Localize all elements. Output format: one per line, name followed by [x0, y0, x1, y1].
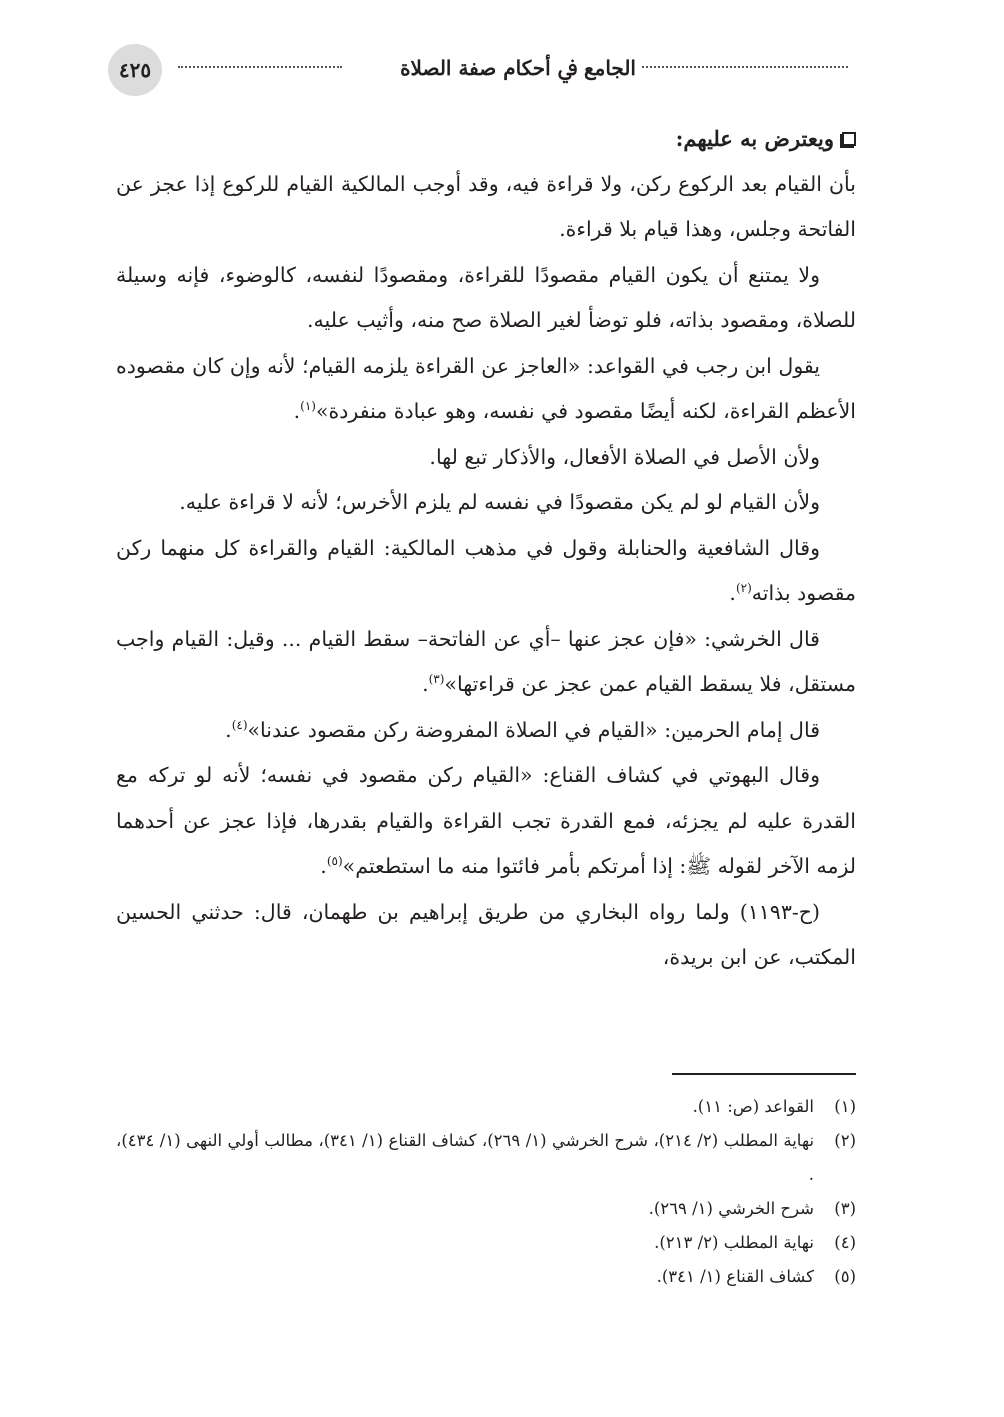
footnote-number: (٤) — [834, 1233, 856, 1252]
footnote-5 — [116, 1260, 856, 1294]
paragraph-2: ولا يمتنع أن يكون القيام مقصودًا للقراءة، ومقصودًا لنفسه، كالوضوء، فإنه وسيلة للصلاة، ومقصود بذاته، فلو توضأ لغير الصلاة صح منه، وأثيب عليه. — [116, 262, 856, 332]
paragraph-1: بأن القيام بعد الركوع ركن، ولا قراءة فيه، وقد أوجب المالكية القيام للركوع إذا عجز عن الفاتحة وجلس، وهذا قيام بلا قراءة. — [116, 171, 856, 241]
section-heading — [116, 116, 856, 162]
footnote-number: (٥) — [834, 1267, 856, 1286]
paragraph-9-text: وقال البهوتي في كشاف القناع: «القيام ركن مقصود في نفسه؛ لأنه لو تركه مع القدرة عليه لم يجزئه، فمع القدرة تجب القراءة والقيام بقدرها، فإذا عجز عن أحدهما لزمه الآخر لقوله ﷺ: إذا أمرتكم بأمر فائتوا منه ما استطعتم» — [116, 763, 856, 878]
footnote-3 — [116, 1192, 856, 1226]
footnote-ref-5[interactable]: (٥) — [326, 854, 343, 869]
footnote-1 — [116, 1090, 856, 1124]
header-dot-leader-left — [178, 66, 342, 68]
paragraph-9-end: . — [320, 854, 327, 878]
page-number: ٤٢٥ — [108, 44, 162, 96]
paragraph-5: ولأن القيام لو لم يكن مقصودًا في نفسه لم يلزم الأخرس؛ لأنه لا قراءة عليه. — [179, 490, 820, 514]
checkbox-icon — [842, 132, 856, 146]
footnote-ref-2[interactable]: (٢) — [735, 581, 752, 596]
footnotes — [116, 1090, 856, 1294]
footnote-ref-4[interactable]: (٤) — [231, 717, 248, 732]
paragraph-8 — [116, 708, 856, 754]
footnote-4 — [116, 1226, 856, 1260]
book-title: الجامع ﰲ أحكام صفة الصلاة — [400, 56, 636, 80]
paragraph-6-end: . — [729, 581, 736, 605]
main-text — [116, 116, 856, 981]
paragraph-10: (ح-١١٩٣) ولما رواه البخاري من طريق إبراهيم بن طهمان، قال: حدثني الحسين المكتب، عن ابن بريدة، — [116, 899, 856, 969]
footnote-text: نهاية المطلب (٢/ ٢١٣). — [654, 1233, 814, 1252]
footnote-2 — [116, 1124, 856, 1192]
footnote-ref-1[interactable]: (١) — [300, 399, 316, 414]
footnote-number: (١) — [834, 1097, 856, 1116]
paragraph-7-end: . — [422, 672, 429, 696]
paragraph-7 — [116, 617, 856, 708]
paragraph-3-text: يقول ابن رجب في القواعد: «العاجز عن القراءة يلزمه القيام؛ لأنه وإن كان مقصوده الأعظم القراءة، لكنه أيضًا مقصود في نفسه، وهو عبادة منفردة» — [116, 353, 856, 423]
paragraph-9 — [116, 753, 856, 890]
paragraph-8-end: . — [225, 717, 232, 742]
paragraph-3 — [116, 344, 856, 435]
paragraph-8-text: قال إمام الحرمين: «القيام في الصلاة المفروضة ركن مقصود عندنا» — [247, 717, 820, 742]
section-heading-text: ويعترض به عليهم: — [675, 126, 834, 151]
footnote-ref-3[interactable]: (٣) — [428, 672, 445, 687]
paragraph-4: ولأن الأصل في الصلاة الأفعال، والأذكار تبع لها. — [429, 444, 820, 469]
footnote-separator — [672, 1073, 856, 1075]
paragraph-6 — [116, 526, 856, 617]
paragraph-7-text: قال الخرشي: «فإن عجز عنها –أي عن الفاتحة– سقط القيام ... وقيل: القيام واجب مستقل، فلا يسقط القيام عمن عجز عن قراءتها» — [116, 626, 856, 696]
paragraph-6-text: وقال الشافعية والحنابلة وقول في مذهب المالكية: القيام والقراءة كل منهما ركن مقصود بذاته — [116, 535, 856, 605]
running-header — [108, 44, 848, 96]
footnote-text: شرح الخرشي (١/ ٢٦٩). — [648, 1199, 814, 1218]
header-dot-leader-right — [642, 66, 848, 68]
footnote-text: كشاف القناع (١/ ٣٤١). — [656, 1267, 814, 1286]
footnote-text: نهاية المطلب (٢/ ٢١٤)، شرح الخرشي (١/ ٢٦٩)، كشاف القناع (١/ ٣٤١)، مطالب أولي النهى (١/ ٤٣٤)، . — [116, 1131, 815, 1184]
footnote-number: (٣) — [834, 1199, 856, 1218]
footnote-text: القواعد (ص: ١١). — [692, 1097, 814, 1116]
footnote-number: (٢) — [834, 1131, 856, 1150]
paragraph-3-end: . — [293, 399, 301, 423]
